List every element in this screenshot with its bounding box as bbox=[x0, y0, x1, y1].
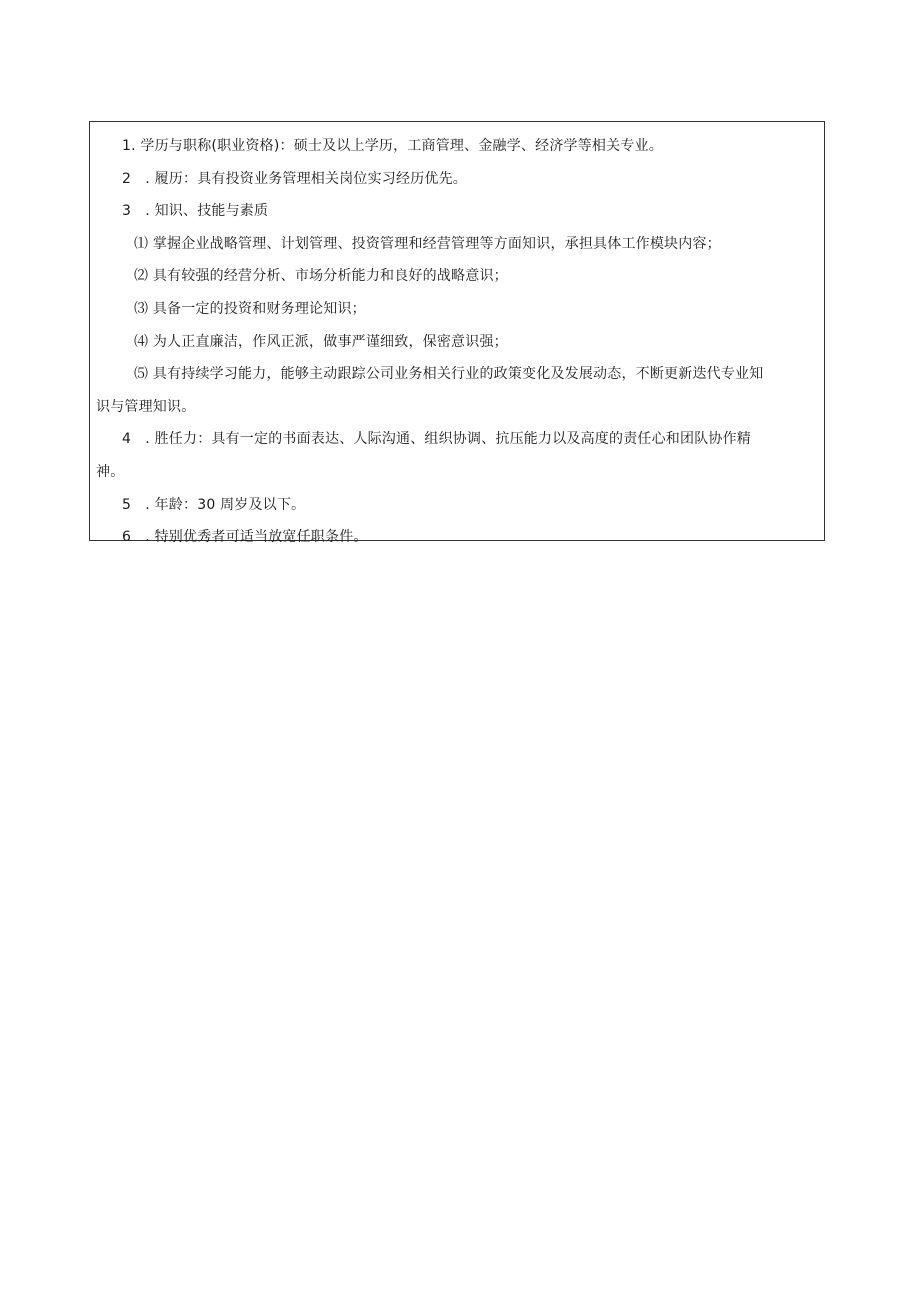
requirement-skills-heading: 3 . 知识、技能与素质 bbox=[122, 203, 269, 220]
requirement-skill-3: ⑶ 具备一定的投资和财务理论知识； bbox=[134, 300, 366, 317]
requirement-skill-1: ⑴ 掌握企业战略管理、计划管理、投资管理和经营管理等方面知识，承担具体工作模块内容； bbox=[134, 235, 721, 252]
requirement-age: 5 . 年龄：30 周岁及以下。 bbox=[122, 496, 306, 513]
requirement-skill-5: ⑸ 具有持续学习能力，能够主动跟踪公司业务相关行业的政策变化及发展动态，不断更新迭代专业知 bbox=[134, 366, 764, 383]
requirement-experience: 2 . 履历：具有投资业务管理相关岗位实习经历优先。 bbox=[122, 170, 468, 187]
requirements-box bbox=[89, 121, 825, 546]
requirement-exception: 6 . 特别优秀者可适当放宽任职条件。 bbox=[122, 529, 368, 546]
requirement-competency: 4 . 胜任力：具有一定的书面表达、人际沟通、组织协调、抗压能力以及高度的责任心和团队协作精 bbox=[122, 431, 752, 448]
requirement-skill-4: ⑷ 为人正直廉洁，作风正派，做事严谨细致，保密意识强； bbox=[134, 333, 508, 350]
requirement-competency-continued: 神。 bbox=[96, 463, 125, 480]
requirement-skill-5-continued: 识与管理知识。 bbox=[96, 398, 196, 415]
requirement-education: 1. 学历与职称(职业资格)：硕士及以上学历，工商管理、金融学、经济学等相关专业。 bbox=[122, 138, 663, 154]
requirement-skill-2: ⑵ 具有较强的经营分析、市场分析能力和良好的战略意识； bbox=[134, 268, 508, 285]
